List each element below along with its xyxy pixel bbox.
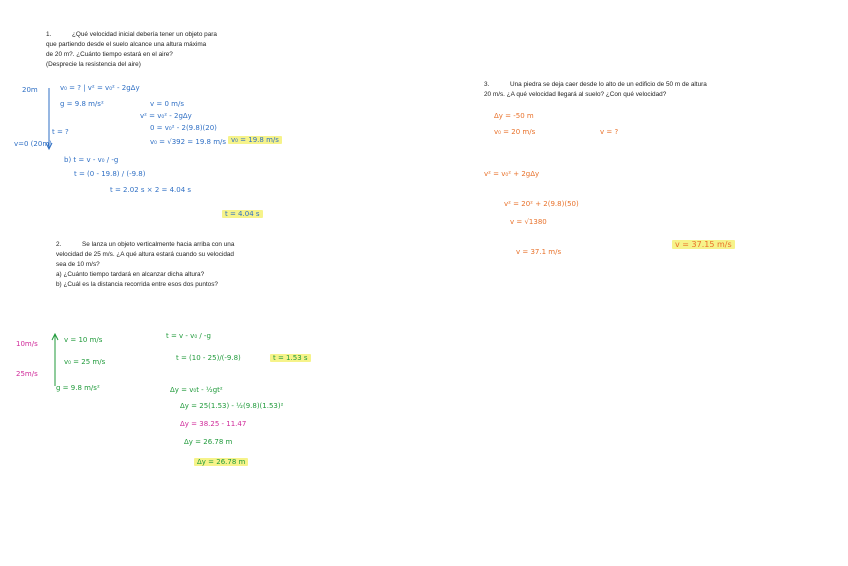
p3-work-line: v² = 20² + 2(9.8)(50) (504, 200, 579, 208)
p1-equation: v² = v₀² - 2gΔy (140, 112, 192, 120)
problem-2-statement (56, 240, 396, 290)
p2-work-line: v = 10 m/s (64, 336, 103, 344)
p2-label-bottom: 25m/s (16, 370, 38, 378)
p3-answer: v = 37.15 m/s (672, 240, 735, 249)
problem-2-line: sea de 10 m/s? (56, 261, 100, 268)
p1-work-line: v = 0 m/s (150, 100, 184, 108)
p1-equation: 0 = v₀² - 2(9.8)(20) (150, 124, 217, 132)
p1-label-top: 20m (22, 86, 38, 94)
problem-2-number: 2. (56, 241, 62, 248)
p1-work-line: t = ? (52, 128, 69, 136)
p2-part-a: t = (10 - 25)/(-9.8) (176, 354, 241, 362)
p2-part-a: t = v - v₀ / -g (166, 332, 211, 340)
problem-1-statement (46, 30, 346, 70)
p2-vertical-arrow-icon (50, 332, 60, 392)
p3-work-line: v² = v₀² + 2gΔy (484, 170, 540, 178)
p1-answer-2: t = 4.04 s (222, 210, 263, 218)
p3-work-line: v = √1380 (510, 218, 547, 226)
p1-work-line: v₀ = ? | v² = v₀² - 2gΔy (60, 84, 140, 92)
p2-work-line: g = 9.8 m/s² (56, 384, 100, 392)
p1-work-line: g = 9.8 m/s² (60, 100, 104, 108)
problem-3-line: 3. Una piedra se deja caer desde lo alto de un edificio de 50 m de altura (484, 81, 707, 88)
problem-1-line: de 20 m?. ¿Cuánto tiempo estará en el aire? (46, 51, 173, 58)
problem-2-line: b) ¿Cuál es la distancia recorrida entre esos dos puntos? (56, 281, 218, 288)
problem-1-line: que partiendo desde el suelo alcance una altura máxima (46, 41, 207, 48)
problem-2-line: velocidad de 25 m/s. ¿A qué altura estará cuando su velocidad (56, 251, 234, 258)
problem-1-number: 1. (46, 31, 52, 38)
p1-part-b: b) t = v - v₀ / -g (64, 156, 119, 164)
p2-part-b: Δy = 38.25 - 11.47 (180, 420, 247, 428)
problem-1-line: (Desprecie la resistencia del aire) (46, 61, 141, 68)
p2-work-line: v₀ = 25 m/s (64, 358, 106, 366)
p2-answer-b: Δy = 26.78 m (194, 458, 248, 466)
p1-part-b: t = (0 - 19.8) / (-9.8) (74, 170, 146, 178)
problem-3-line: 20 m/s. ¿A qué velocidad llegará al suelo? ¿Con qué velocidad? (484, 91, 667, 98)
p3-work-line: Δy = -50 m (494, 112, 534, 120)
problem-2-line: a) ¿Cuánto tiempo tardará en alcanzar dicha altura? (56, 271, 205, 278)
p1-answer-1: v₀ = 19.8 m/s (228, 136, 282, 144)
p3-work-line: v = ? (600, 128, 619, 136)
p1-work-line: v=0 (20m) (14, 140, 52, 148)
p3-work-line: v = 37.1 m/s (516, 248, 562, 256)
problem-1-line: 1. ¿Qué velocidad inicial debería tener un objeto para (46, 31, 217, 38)
p1-part-b: t = 2.02 s × 2 = 4.04 s (110, 186, 192, 194)
p2-part-b: Δy = 26.78 m (184, 438, 233, 446)
p2-answer-a: t = 1.53 s (270, 354, 311, 362)
p2-part-b: Δy = v₀t - ½gt² (170, 386, 223, 394)
problem-3-statement (484, 80, 834, 100)
p2-label-top: 10m/s (16, 340, 38, 348)
p2-part-b: Δy = 25(1.53) - ½(9.8)(1.53)² (180, 402, 284, 410)
problem-3-number: 3. (484, 81, 490, 88)
p3-work-line: v₀ = 20 m/s (494, 128, 536, 136)
p1-equation: v₀ = √392 = 19.8 m/s (150, 138, 227, 146)
problem-2-line: 2. Se lanza un objeto verticalmente hacia arriba con una (56, 241, 235, 248)
